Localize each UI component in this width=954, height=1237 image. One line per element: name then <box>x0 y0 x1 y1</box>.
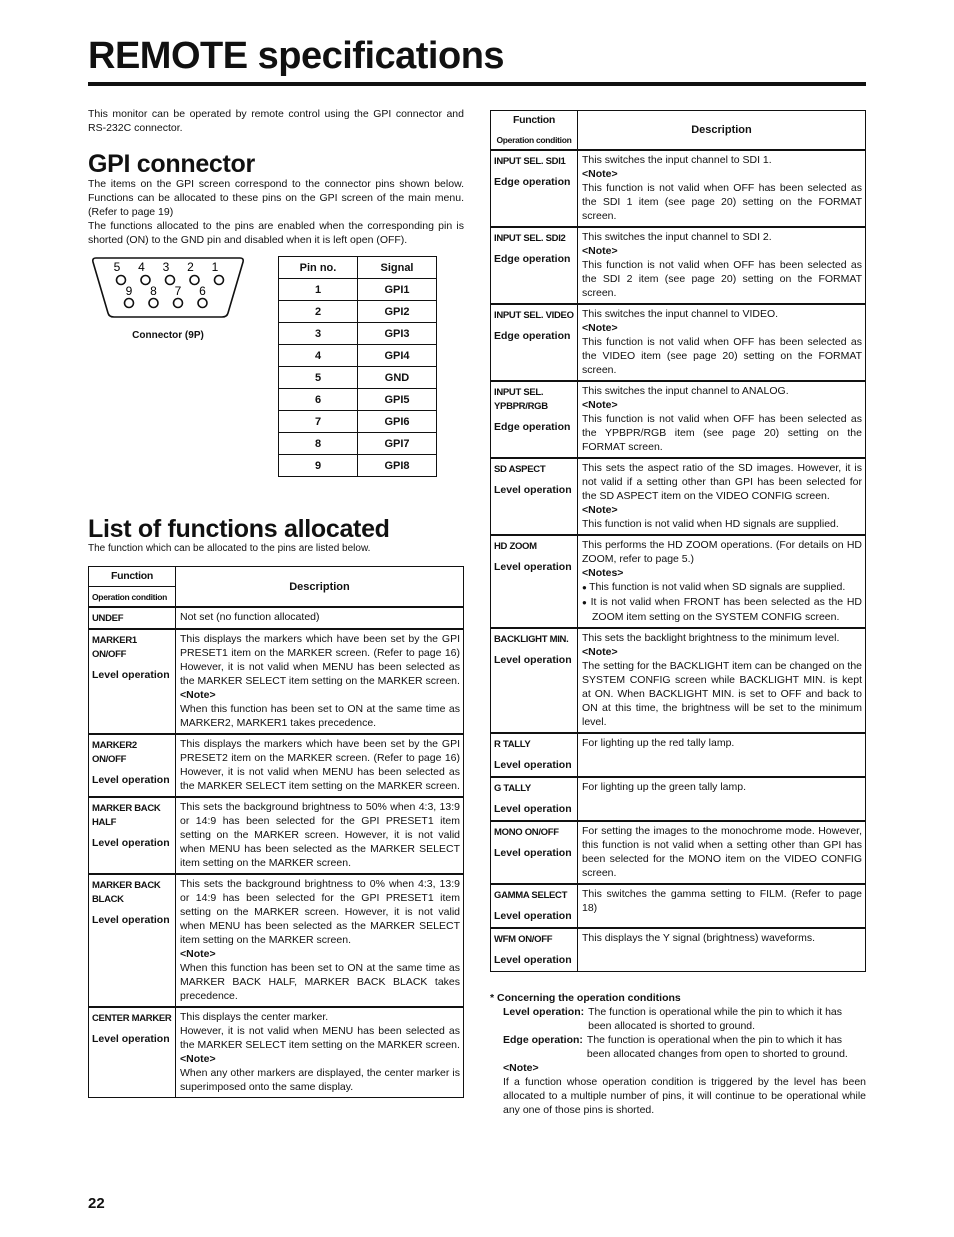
function-description <box>578 381 866 458</box>
condition-header-label: Operation condition <box>92 592 168 602</box>
function-name: WFM ON/OFF <box>494 934 553 945</box>
description-text: This sets the aspect ratio of the SD images. However, it is not valid if a setting other than GPI has been selected for the SD ASPECT item on the VIDEO CONFIG screen. <box>582 462 862 502</box>
gpi-desc-1: The items on the GPI screen correspond to the connector pins shown below. Functions can be allocated to these pins on the GPI screen of the main menu. (Refer to page 19) <box>88 178 464 218</box>
function-description <box>578 628 866 733</box>
pin-number-label: 2 <box>187 260 194 274</box>
description-text: This function is not valid when OFF has been selected as the YPBPR/RGB item (see page 20) setting on the FORMAT screen. <box>582 413 862 453</box>
page-title: REMOTE specifications <box>88 35 505 77</box>
pin-number-label: 3 <box>162 260 170 274</box>
pin-number: 3 <box>279 323 358 345</box>
function-row <box>491 458 866 535</box>
function-name: MARKER BACK HALF <box>92 803 161 828</box>
function-cell <box>89 734 176 797</box>
description-text: For lighting up the green tally lamp. <box>582 781 747 793</box>
operation-condition: Edge operation <box>494 176 571 188</box>
description-text: Not set (no function allocated) <box>180 611 320 623</box>
function-description <box>578 304 866 381</box>
pin-number-label: 4 <box>138 260 145 274</box>
pin-row <box>279 433 437 455</box>
pin-number: 9 <box>279 455 358 477</box>
description-text: This sets the backlight brightness to the minimum level. <box>582 632 840 644</box>
function-cell <box>89 874 176 1007</box>
description-text: This switches the input channel to SDI 2. <box>582 231 772 243</box>
operation-condition: Level operation <box>494 759 572 771</box>
description-text: This function is not valid when OFF has been selected as the SDI 1 item (see page 20) setting on the FORMAT screen. <box>582 182 862 222</box>
function-cell <box>89 1007 176 1098</box>
operation-condition: Level operation <box>92 914 170 926</box>
function-name: G TALLY <box>494 783 531 794</box>
function-description <box>578 821 866 884</box>
function-row <box>491 884 866 928</box>
operation-condition: Level operation <box>92 837 170 849</box>
operation-condition: Level operation <box>494 803 572 815</box>
bullet-icon: ● <box>582 583 590 592</box>
description-text: This switches the gamma setting to FILM. (Refer to page 18) <box>582 888 862 914</box>
function-cell <box>491 150 578 227</box>
pin-number: 7 <box>279 411 358 433</box>
function-cell <box>491 777 578 821</box>
pin-number-label: 9 <box>125 284 133 298</box>
bullet-icon: ● <box>582 598 591 607</box>
pin-row <box>279 323 437 345</box>
description-text: This sets the background brightness to 50% when 4:3, 13:9 or 14:9 has been selected for the GPI PRESET1 item setting on the MARKER screen. However, it is not valid when MENU has been selected as the MARKER SELECT item setting on the MARKER screen. <box>180 801 460 869</box>
function-name: INPUT SEL. SDI1 <box>494 156 566 167</box>
bullet-text: It is not valid when FRONT has been selected as the HD ZOOM item setting on the SYSTEM CONFIG screen. <box>590 596 862 623</box>
description-text: This switches the input channel to SDI 1. <box>582 154 772 166</box>
edge-op-row <box>490 1033 866 1061</box>
function-description <box>578 928 866 972</box>
level-op-row <box>490 1005 866 1033</box>
function-description <box>176 1007 464 1098</box>
pin-row <box>279 389 437 411</box>
function-row <box>491 628 866 733</box>
description-header: Description <box>176 567 464 608</box>
description-text: This switches the input channel to ANALOG. <box>582 385 789 397</box>
function-name: UNDEF <box>92 613 124 624</box>
pin-signal: GPI2 <box>358 301 437 323</box>
function-row <box>491 304 866 381</box>
description-text: This displays the markers which have been set by the GPI PRESET2 item on the MARKER screen. (Refer to page 16) However, it is not valid when MENU has been selected as the MARKER SELECT item setting on the MARKER screen. <box>180 738 460 792</box>
intro-text: This monitor can be operated by remote control using the GPI connector and RS-232C connector. <box>88 108 464 134</box>
gpi-desc-2: The functions allocated to the pins are enabled when the corresponding pin is shorted (ON) to the GND pin and disabled when it is left open (OFF). <box>88 220 464 246</box>
operation-condition: Level operation <box>92 1033 170 1045</box>
function-description <box>176 797 464 874</box>
function-description <box>176 734 464 797</box>
title-rule <box>88 82 866 86</box>
description-header: Description <box>578 111 866 151</box>
pin-row <box>279 279 437 301</box>
function-row <box>89 734 464 797</box>
description-text: When any other markers are displayed, the center marker is superimposed onto the same display. <box>180 1067 460 1093</box>
function-description <box>578 777 866 821</box>
pin-number-label: 5 <box>113 260 121 274</box>
operation-condition: Level operation <box>494 484 572 496</box>
function-cell <box>491 458 578 535</box>
connector-diagram <box>88 255 248 341</box>
function-description <box>578 733 866 777</box>
function-name: INPUT SEL. VIDEO <box>494 310 574 321</box>
note-label: <Note> <box>582 168 618 180</box>
operation-condition: Level operation <box>494 910 572 922</box>
description-text: This displays the center marker. <box>180 1011 329 1023</box>
function-cell <box>89 797 176 874</box>
function-header-label: Function <box>513 114 555 126</box>
function-row <box>89 607 464 629</box>
function-header <box>491 111 578 151</box>
pin-no-header: Pin no. <box>279 257 358 279</box>
function-cell <box>491 733 578 777</box>
function-description <box>578 227 866 304</box>
description-text: However, it is not valid when MENU has been selected as the MARKER SELECT item setting on the MARKER screen. <box>180 1025 460 1051</box>
pin-signal: GPI1 <box>358 279 437 301</box>
operation-condition: Level operation <box>494 954 572 966</box>
note-label: <Note> <box>180 1053 216 1065</box>
gpi-heading: GPI connector <box>88 150 255 178</box>
function-header <box>89 567 176 608</box>
connector-shape <box>88 255 248 321</box>
connector-label: Connector (9P) <box>132 330 204 341</box>
operation-condition: Edge operation <box>494 421 571 433</box>
level-op-text: The function is operational while the pin to which it has been allocated is shorted to ground. <box>588 1006 843 1032</box>
condition-header-label: Operation condition <box>496 135 572 145</box>
pin-signal: GPI4 <box>358 345 437 367</box>
function-cell <box>89 607 176 629</box>
function-cell <box>491 381 578 458</box>
pin-number: 6 <box>279 389 358 411</box>
function-name: R TALLY <box>494 739 531 750</box>
pin-signal: GPI8 <box>358 455 437 477</box>
function-name: SD ASPECT <box>494 464 546 475</box>
pin-table <box>278 256 437 477</box>
edge-op-text: The function is operational when the pin to which it has been allocated changes from open to shorted to ground. <box>586 1034 848 1060</box>
pin-hole <box>117 276 126 285</box>
pin-number-label: 6 <box>199 284 206 298</box>
note-label: <Note> <box>582 245 618 257</box>
note-label: <Note> <box>582 504 618 516</box>
note-label: <Note> <box>582 646 618 658</box>
description-text: For lighting up the red tally lamp. <box>582 737 735 749</box>
note-label: <Note> <box>180 689 216 701</box>
pin-row <box>279 367 437 389</box>
function-name: GAMMA SELECT <box>494 890 568 901</box>
op-cond-title: * Concerning the operation conditions <box>490 992 681 1004</box>
pin-number: 1 <box>279 279 358 301</box>
description-text: This switches the input channel to VIDEO. <box>582 308 779 320</box>
function-cell <box>491 928 578 972</box>
bullet-text: This function is not valid when SD signals are supplied. <box>589 581 846 593</box>
level-op-label: Level operation: <box>503 1006 585 1018</box>
function-row <box>491 821 866 884</box>
function-name: HD ZOOM <box>494 541 537 552</box>
operation-condition: Level operation <box>494 561 572 573</box>
description-text: This performs the HD ZOOM operations. (For details on HD ZOOM, refer to page 5.) <box>582 539 862 565</box>
signal-header: Signal <box>358 257 437 279</box>
pin-signal: GPI3 <box>358 323 437 345</box>
connector-pins-bottom <box>125 284 208 308</box>
description-text: This displays the Y signal (brightness) waveforms. <box>582 932 816 944</box>
function-name: CENTER MARKER <box>92 1013 172 1024</box>
function-row <box>491 227 866 304</box>
pin-signal: GPI6 <box>358 411 437 433</box>
pin-row <box>279 301 437 323</box>
operation-condition: Edge operation <box>494 253 571 265</box>
pin-number-label: 7 <box>174 284 182 298</box>
function-name: MONO ON/OFF <box>494 827 559 838</box>
pin-number-label: 1 <box>211 260 219 274</box>
pin-number-label: 8 <box>150 284 157 298</box>
description-text: This displays the markers which have been set by the GPI PRESET1 item on the MARKER screen. (Refer to page 16) However, it is not valid when MENU has been selected as the MARKER SELECT item setting on the MARKER screen. <box>180 633 460 687</box>
operation-condition: Edge operation <box>494 330 571 342</box>
description-text: The setting for the BACKLIGHT item can be changed on the SYSTEM CONFIG screen while BACKLIGHT MIN. is kept at ON. When BACKLIGHT MIN. is set to OFF and back to ON at this time, the brightness will be set to the minimum level. <box>582 660 862 728</box>
function-name: MARKER BACK BLACK <box>92 880 161 905</box>
pin-hole <box>198 299 207 308</box>
connector-pins-top <box>114 260 224 285</box>
note-label: <Note> <box>582 322 618 334</box>
functions-table-left <box>88 566 464 1098</box>
list-heading: List of functions allocated <box>88 515 390 543</box>
description-text: For setting the images to the monochrome mode. However, this function is not valid when a setting other than GPI has been selected for the MONO item on the VIDEO CONFIG screen. <box>582 825 862 879</box>
operation-conditions <box>490 991 866 1117</box>
operation-condition: Level operation <box>92 669 170 681</box>
function-row <box>491 150 866 227</box>
function-name: BACKLIGHT MIN. <box>494 634 569 645</box>
description-text: This function is not valid when OFF has been selected as the SDI 2 item (see page 20) setting on the FORMAT screen. <box>582 259 862 299</box>
function-name: MARKER1 ON/OFF <box>92 635 137 660</box>
edge-op-label: Edge operation: <box>503 1034 583 1046</box>
function-row <box>89 629 464 734</box>
operation-condition: Level operation <box>92 774 170 786</box>
pin-hole <box>215 276 224 285</box>
pin-row <box>279 345 437 367</box>
pin-hole <box>149 299 158 308</box>
function-description <box>578 535 866 628</box>
function-name: INPUT SEL. YPBPR/RGB <box>494 387 548 412</box>
pin-number: 5 <box>279 367 358 389</box>
function-cell <box>491 821 578 884</box>
function-row <box>491 733 866 777</box>
pin-number: 2 <box>279 301 358 323</box>
gpi-description <box>88 177 464 247</box>
note-label: <Note> <box>180 948 216 960</box>
function-row <box>491 381 866 458</box>
description-text: This sets the background brightness to 0% when 4:3, 13:9 or 14:9 has been selected for the GPI PRESET1 item setting on the MARKER screen. However, it is not valid when MENU has been selected as the MARKER SELECT item setting on the MARKER screen. <box>180 878 460 946</box>
pin-hole <box>125 299 134 308</box>
function-cell <box>491 227 578 304</box>
pin-hole <box>174 299 183 308</box>
list-description: The function which can be allocated to the pins are listed below. <box>88 543 371 554</box>
page-number: 22 <box>88 1195 105 1212</box>
function-row <box>491 535 866 628</box>
pin-number: 4 <box>279 345 358 367</box>
pin-row <box>279 411 437 433</box>
function-name: INPUT SEL. SDI2 <box>494 233 566 244</box>
function-header-label: Function <box>89 567 175 587</box>
function-row <box>89 874 464 1007</box>
function-row <box>89 797 464 874</box>
op-note-text: If a function whose operation condition is triggered by the level has been allocated to a multiple number of pins, it will continue to be operational while any one of those pins is shorted. <box>503 1076 866 1116</box>
pin-signal: GND <box>358 367 437 389</box>
pin-signal: GPI5 <box>358 389 437 411</box>
function-cell <box>491 628 578 733</box>
operation-condition: Level operation <box>494 847 572 859</box>
function-cell <box>491 304 578 381</box>
function-description <box>176 607 464 629</box>
function-row <box>89 1007 464 1098</box>
description-text: This function is not valid when HD signals are supplied. <box>582 518 839 530</box>
function-cell <box>491 535 578 628</box>
note-label: <Note> <box>582 399 618 411</box>
operation-condition: Level operation <box>494 654 572 666</box>
function-description <box>578 150 866 227</box>
pin-number: 8 <box>279 433 358 455</box>
function-cell <box>89 629 176 734</box>
pin-hole <box>141 276 150 285</box>
bullet-item <box>582 595 862 624</box>
pin-signal: GPI7 <box>358 433 437 455</box>
function-cell <box>491 884 578 928</box>
function-description <box>176 874 464 1007</box>
description-text: When this function has been set to ON at the same time as MARKER2, MARKER1 takes precedence. <box>180 703 460 729</box>
pin-hole <box>166 276 175 285</box>
function-description <box>176 629 464 734</box>
bullet-item <box>582 580 862 595</box>
function-row <box>491 777 866 821</box>
function-description <box>578 884 866 928</box>
op-note-label: <Note> <box>503 1062 539 1074</box>
function-name: MARKER2 ON/OFF <box>92 740 137 765</box>
pin-hole <box>190 276 199 285</box>
function-row <box>491 928 866 972</box>
pin-row <box>279 455 437 477</box>
function-description <box>578 458 866 535</box>
functions-table-right <box>490 110 866 972</box>
note-label: <Notes> <box>582 567 624 579</box>
description-text: When this function has been set to ON at the same time as MARKER BACK HALF, MARKER BACK BLACK takes precedence. <box>180 962 460 1002</box>
description-text: This function is not valid when OFF has been selected as the VIDEO item (see page 20) setting on the FORMAT screen. <box>582 336 862 376</box>
